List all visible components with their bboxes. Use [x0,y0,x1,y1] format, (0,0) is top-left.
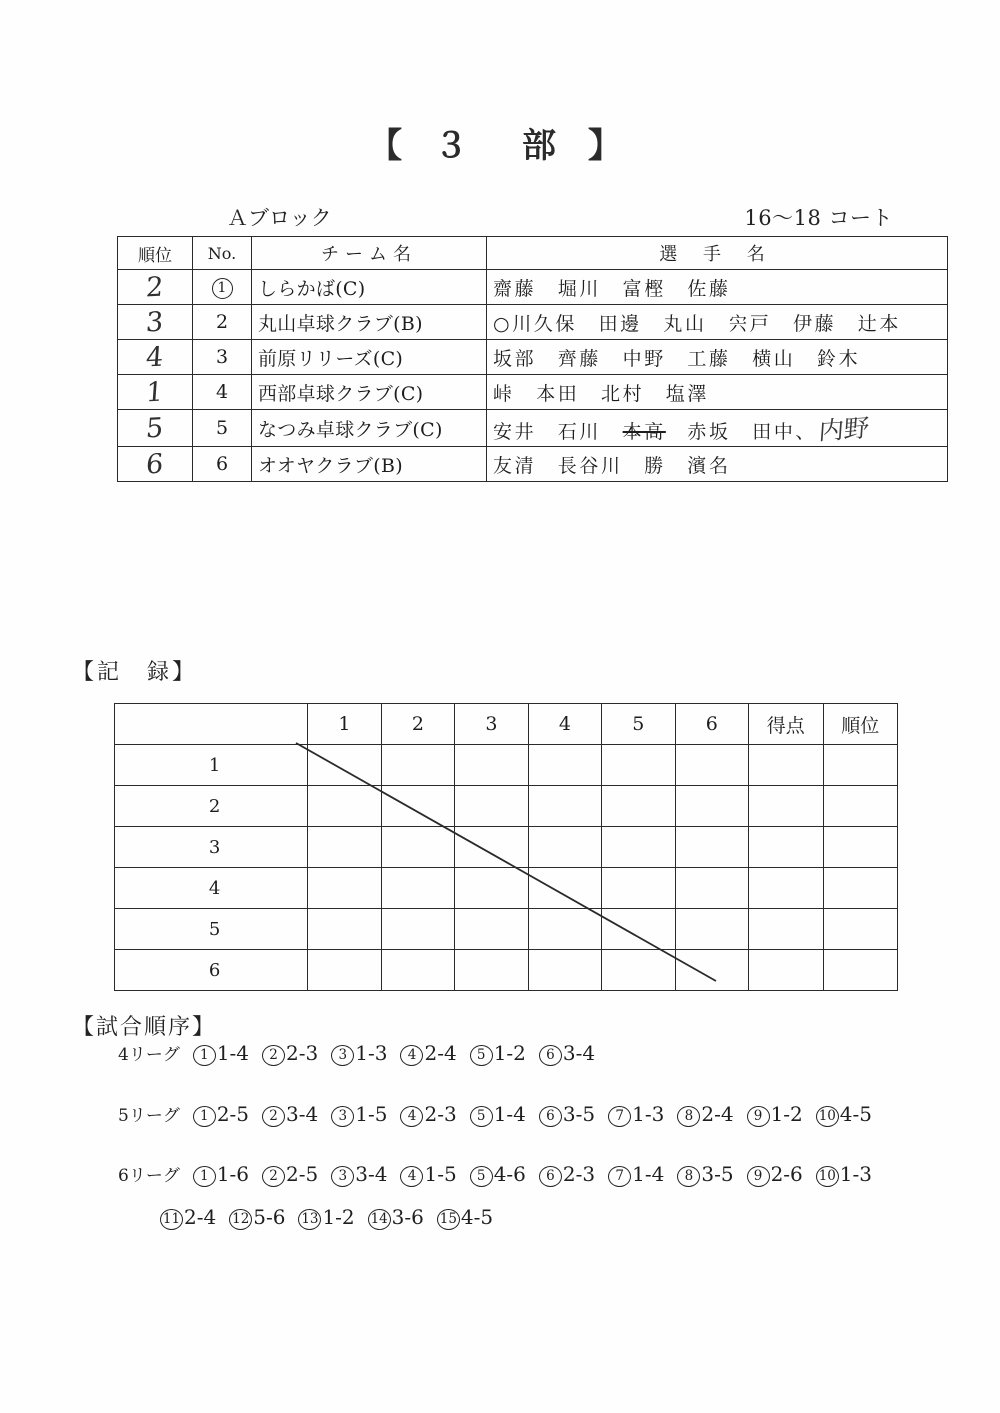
table-row [118,270,948,305]
header-player-names: 選 手 名 [487,237,948,270]
record-cell[interactable] [381,950,454,991]
match-number-icon: 3 [331,1106,354,1127]
match-number-icon: 4 [400,1045,423,1066]
record-cell[interactable] [455,786,528,827]
match-entry [193,1102,249,1126]
record-cell[interactable] [749,909,823,950]
match-entry [400,1041,456,1065]
team-name-cell: 丸山卓球クラブ(B) [252,305,487,340]
match-entry [747,1162,803,1186]
record-cell[interactable] [308,868,381,909]
match-number-icon: 11 [160,1209,183,1230]
match-pair: 2-4 [424,1041,457,1065]
match-entry [262,1102,318,1126]
match-pair: 2-3 [424,1102,457,1126]
match-number-icon: 6 [539,1166,562,1187]
match-entry [608,1102,664,1126]
player-names-continued: 赤坂 田中、 [665,421,818,443]
match-number-icon: 7 [608,1166,631,1187]
match-number-icon: 3 [331,1166,354,1187]
match-entry [298,1205,354,1229]
team-number-cell: 4 [193,375,252,410]
match-entry [470,1162,526,1186]
record-cell[interactable] [381,745,454,786]
block-header [120,204,895,232]
record-cell[interactable] [675,909,748,950]
record-cell[interactable] [602,745,675,786]
header-no: No. [193,237,252,270]
record-cell[interactable] [455,827,528,868]
rank-handwritten-cell [118,447,193,482]
match-pair: 3-5 [701,1162,734,1186]
header-rank: 順位 [118,237,193,270]
record-cell[interactable] [381,909,454,950]
player-names-cell [487,340,948,375]
record-cell[interactable] [675,745,748,786]
match-number-icon: 5 [470,1045,493,1066]
court-range: 16〜18 コート [744,206,893,230]
struck-out-player-name: 本高 [622,421,666,443]
record-cell[interactable] [749,745,823,786]
match-entry [747,1102,803,1126]
team-roster-table [117,236,948,482]
record-row [115,786,898,827]
match-number-icon: 14 [368,1209,391,1230]
rank-handwritten-cell [118,410,193,447]
record-corner-cell [115,704,308,745]
record-cell[interactable] [381,786,454,827]
match-pair: 2-5 [286,1162,319,1186]
record-row [115,745,898,786]
rank-handwritten-cell [118,340,193,375]
league-order-4 [118,1040,608,1066]
record-cell[interactable] [308,745,381,786]
handwritten-rank: 3 [145,306,165,338]
match-pair: 1-4 [632,1162,665,1186]
match-number-icon: 5 [470,1106,493,1127]
match-pair: 1-5 [424,1162,457,1186]
match-number-icon: 9 [747,1166,770,1187]
record-header-cell: 2 [381,704,454,745]
match-number-icon: 8 [677,1106,700,1127]
record-cell[interactable] [749,868,823,909]
match-number-icon: 12 [229,1209,252,1230]
match-pair: 2-3 [286,1041,319,1065]
record-cell[interactable] [823,745,898,786]
match-entry [539,1102,595,1126]
record-cell[interactable] [823,950,898,991]
match-number-icon: 2 [262,1045,285,1066]
team-number-cell: 3 [193,340,252,375]
record-cell[interactable] [381,868,454,909]
match-entry [816,1162,872,1186]
record-header-cell: 5 [602,704,675,745]
handwritten-rank: 4 [145,341,165,373]
table-row [118,340,948,375]
record-cell[interactable] [308,827,381,868]
record-cell[interactable] [455,950,528,991]
match-entry [816,1102,872,1126]
match-entry [193,1041,249,1065]
league-name: 4リーグ [118,1045,180,1065]
match-number-icon: 2 [262,1106,285,1127]
match-entry [160,1205,216,1229]
match-entry [470,1102,526,1126]
match-number-icon: 13 [298,1209,321,1230]
match-entry [331,1102,387,1126]
record-row [115,868,898,909]
match-pair: 3-4 [562,1041,596,1065]
match-number-icon: 6 [539,1045,562,1066]
handwritten-rank: 1 [145,376,165,408]
team-number-cell: 5 [193,410,252,447]
match-entry [437,1205,493,1229]
match-pair: 3-4 [286,1102,319,1126]
match-pair: 1-4 [216,1041,250,1065]
match-number-icon: 1 [193,1106,216,1127]
player-names-cell [487,410,948,447]
match-pair: 1-6 [216,1162,250,1186]
match-pair: 3-5 [562,1102,596,1126]
match-entry [331,1041,387,1065]
team-name-cell: なつみ卓球クラブ(C) [252,410,487,447]
player-names-cell [487,375,948,410]
match-entry [368,1205,424,1229]
player-names-cell [487,305,948,340]
page-title: 【 ３ 部 】 [368,126,632,166]
handwritten-rank: 5 [145,412,165,444]
record-cell[interactable] [528,745,601,786]
match-pair: 2-5 [216,1102,250,1126]
player-names: 坂部 齊藤 中野 工藤 横山 鈴木 [493,347,861,370]
table-row [118,447,948,482]
league-name: 6リーグ [118,1166,180,1186]
handwritten-rank: 2 [145,271,165,303]
team-name-cell: しらかば(C) [252,270,487,305]
record-cell[interactable] [602,868,675,909]
record-row-label: 2 [115,786,308,827]
match-number-icon: 10 [816,1166,839,1187]
match-entry [539,1041,595,1065]
record-cell[interactable] [602,827,675,868]
match-pair: 3-4 [355,1162,388,1186]
team-number-cell [193,270,252,305]
record-header-cell: 1 [308,704,381,745]
table-header-row [118,237,948,270]
record-header-cell: 4 [528,704,601,745]
match-number-icon: 6 [539,1106,562,1127]
record-cell[interactable] [602,950,675,991]
team-name-cell: 西部卓球クラブ(C) [252,375,487,410]
circled-number-icon: 1 [212,278,233,299]
match-pair: 2-6 [770,1162,803,1186]
record-row-label: 4 [115,868,308,909]
match-pair: 5-6 [253,1205,286,1229]
match-entry [400,1102,456,1126]
league-order-5 [118,1101,885,1127]
match-entry [608,1162,664,1186]
circle-mark-icon: ○ [493,312,513,335]
player-names: 安井 石川 [493,421,623,443]
record-cell[interactable] [528,868,601,909]
player-names: 齋藤 堀川 富樫 佐藤 [493,277,731,300]
record-cell[interactable] [823,868,898,909]
match-pair: 2-4 [184,1205,217,1229]
team-name-cell: 前原リリーズ(C) [252,340,487,375]
league-order-6 [118,1161,885,1187]
record-cell[interactable] [528,950,601,991]
match-number-icon: 4 [400,1106,423,1127]
match-pair: 1-3 [355,1041,388,1065]
record-cell[interactable] [455,868,528,909]
player-names: 川久保 田邊 丸山 宍戸 伊藤 辻本 [512,312,901,335]
record-row [115,950,898,991]
record-cell[interactable] [528,786,601,827]
match-pair: 1-2 [322,1205,355,1229]
match-number-icon: 1 [193,1045,216,1066]
record-cell[interactable] [749,786,823,827]
match-pair: 1-5 [355,1102,388,1126]
match-entry [539,1162,595,1186]
record-header-cell: 3 [455,704,528,745]
record-cell[interactable] [528,909,601,950]
match-entry [470,1041,526,1065]
match-pair: 1-2 [493,1041,526,1065]
match-pair: 4-5 [460,1205,494,1229]
match-number-icon: 4 [400,1166,423,1187]
record-row-label: 1 [115,745,308,786]
record-cell[interactable] [602,909,675,950]
match-pair: 3-6 [391,1205,424,1229]
record-cell[interactable] [602,786,675,827]
match-number-icon: 15 [437,1209,460,1230]
record-cell[interactable] [823,786,898,827]
record-header-row [115,704,898,745]
table-row [118,375,948,410]
record-cell[interactable] [308,950,381,991]
match-pair: 1-2 [770,1102,803,1126]
handwritten-player-note: 内野 [817,413,871,446]
record-row-label: 5 [115,909,308,950]
rank-handwritten-cell [118,375,193,410]
record-row [115,909,898,950]
record-cell[interactable] [455,909,528,950]
record-header-cell: 6 [675,704,748,745]
block-name: Ａブロック [227,206,332,230]
player-names-cell [487,270,948,305]
table-row [118,305,948,340]
rank-handwritten-cell [118,270,193,305]
match-pair: 1-3 [632,1102,665,1126]
match-pair: 2-4 [701,1102,734,1126]
header-team-name: チーム名 [252,237,487,270]
record-row [115,827,898,868]
match-entry [400,1162,456,1186]
team-name-cell: オオヤクラブ(B) [252,447,487,482]
record-cell[interactable] [675,827,748,868]
record-cell[interactable] [823,827,898,868]
match-number-icon: 9 [747,1106,770,1127]
record-row-label: 6 [115,950,308,991]
match-number-icon: 10 [816,1106,839,1127]
record-cell[interactable] [749,827,823,868]
match-entry [229,1205,285,1229]
record-cell[interactable] [675,950,748,991]
match-entry [262,1041,318,1065]
record-cell[interactable] [675,868,748,909]
record-cell[interactable] [528,827,601,868]
match-pair: 1-3 [839,1162,873,1186]
record-table-wrapper [114,703,898,982]
match-order-label: 【試合順序】 [72,1015,217,1040]
match-pair: 4-5 [839,1102,873,1126]
handwritten-rank: 6 [145,448,165,480]
record-cell[interactable] [308,786,381,827]
record-cell[interactable] [823,909,898,950]
match-pair: 2-3 [562,1162,596,1186]
record-cell[interactable] [455,745,528,786]
match-entry [677,1102,733,1126]
record-header-cell: 得点 [749,704,823,745]
record-header-cell: 順位 [823,704,898,745]
match-number-icon: 2 [262,1166,285,1187]
player-names: 峠 本田 北村 塩澤 [493,382,710,405]
match-number-icon: 8 [677,1166,700,1187]
record-cell[interactable] [308,909,381,950]
team-number-cell: 2 [193,305,252,340]
record-cell[interactable] [675,786,748,827]
match-number-icon: 5 [470,1166,493,1187]
league-name: 5リーグ [118,1106,180,1126]
table-row [118,410,948,447]
player-names: 友清 長谷川 勝 濱名 [493,454,731,477]
rank-handwritten-cell [118,305,193,340]
record-section-label: 【記 録】 [72,660,198,685]
player-names-cell [487,447,948,482]
record-cell[interactable] [749,950,823,991]
match-entry [193,1162,249,1186]
match-number-icon: 1 [193,1166,216,1187]
match-pair: 4-6 [493,1162,526,1186]
record-table [114,703,898,991]
record-row-label: 3 [115,827,308,868]
match-entry [331,1162,387,1186]
match-number-icon: 7 [608,1106,631,1127]
match-number-icon: 3 [331,1045,354,1066]
league-order-6-cont [160,1205,506,1230]
team-number-cell: 6 [193,447,252,482]
match-entry [262,1162,318,1186]
match-pair: 1-4 [493,1102,526,1126]
match-entry [677,1162,733,1186]
record-cell[interactable] [381,827,454,868]
